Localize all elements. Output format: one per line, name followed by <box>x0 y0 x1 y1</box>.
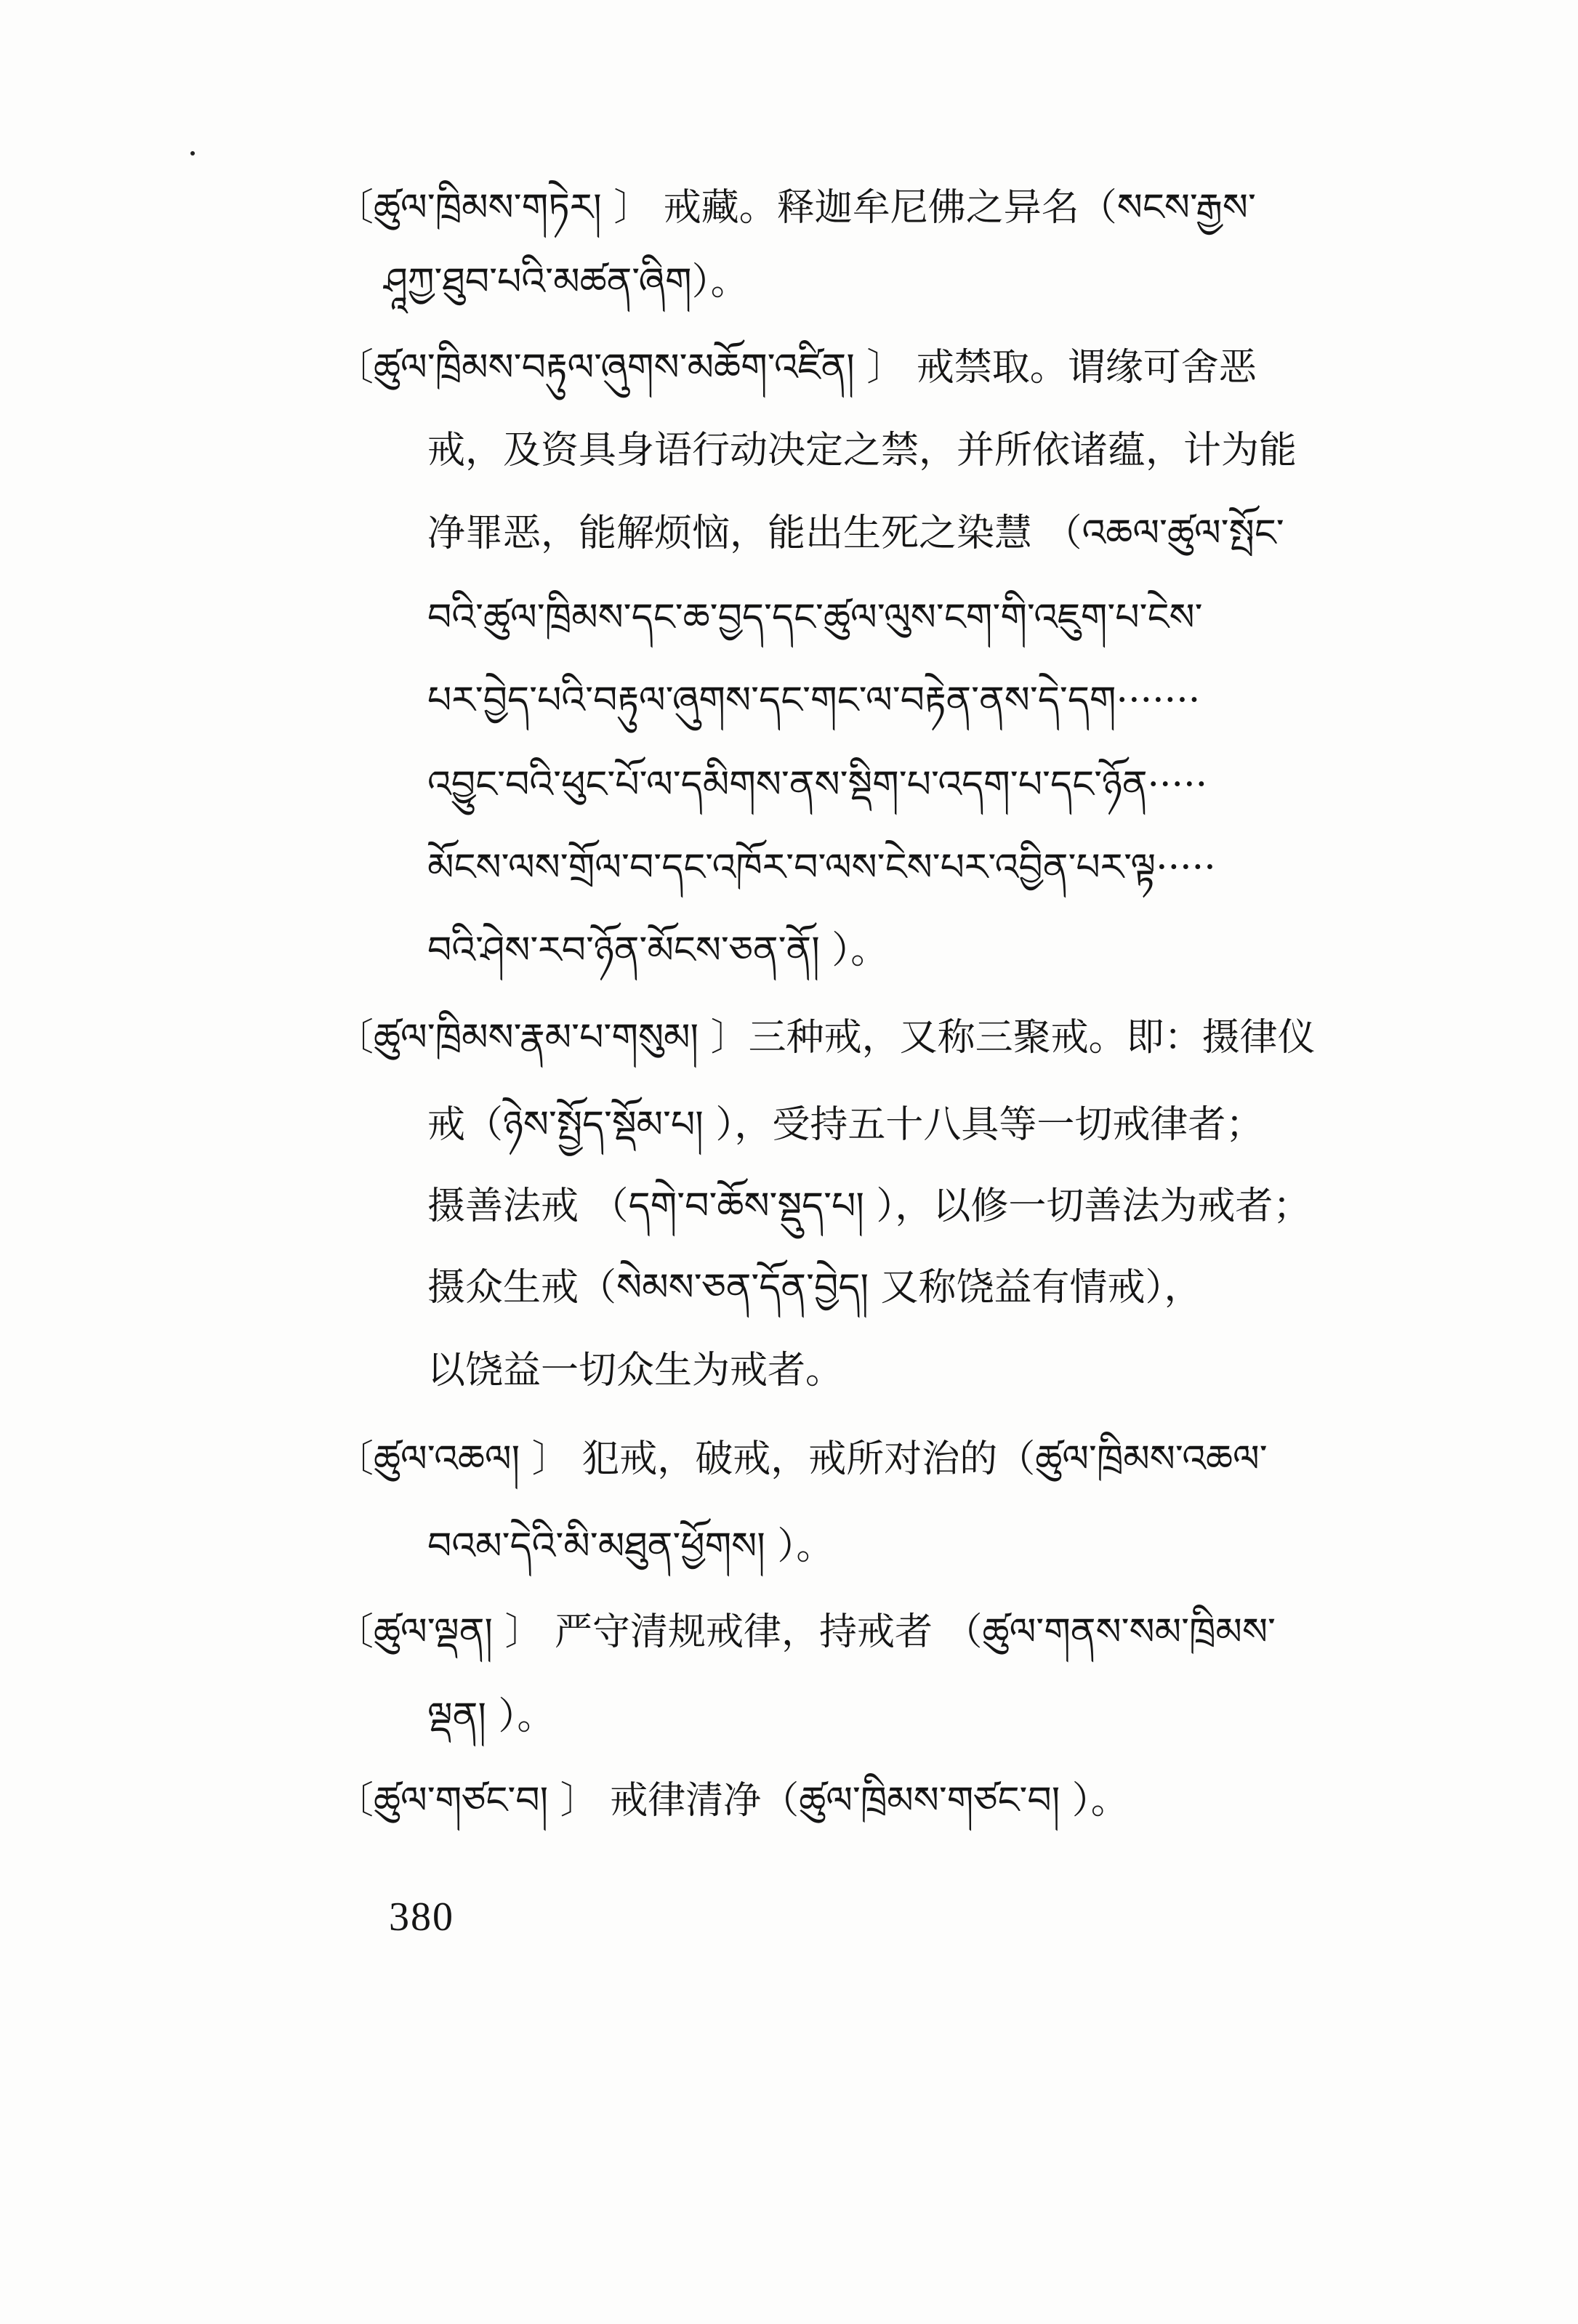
entry-4-line-1: 〔ཚུལ་འཆལ། 〕 犯戒，破戒，戒所对治的（ཚུལ་ཁྲིམས་འཆལ་ <box>336 1437 1268 1481</box>
entry-4-line-2: བའམ་དེའི་མི་མཐུན་ཕྱོགས། ）。 <box>427 1525 834 1568</box>
entry-2-line-8: བའི་ཤེས་རབ་ཉོན་མོངས་ཅན་ནོ། ）。 <box>427 929 889 972</box>
entry-3-line-1: 〔ཚུལ་ཁྲིམས་རྣམ་པ་གསུམ། 〕三种戒，又称三聚戒。即：摄律仪 <box>336 1016 1316 1060</box>
entry-2-line-2: 戒，及资具身语行动决定之禁，并所依诸蕴，计为能 <box>427 429 1297 472</box>
entry-2-line-1: 〔ཚུལ་ཁྲིམས་བརྟུལ་ཞུགས་མཆོག་འཛིན། 〕 戒禁取。谓缘可舍恶 <box>336 346 1257 390</box>
entry-2-line-7: མོངས་ལས་གྲོལ་བ་དང་འཁོར་བ་ལས་ངེས་པར་འབྱིན་པར་ལྟ····· <box>427 846 1216 889</box>
entry-5-line-2: ལྡན། ）。 <box>427 1695 555 1738</box>
entry-3-line-4: 摄众生戒（སེམས་ཅན་དོན་བྱེད། 又称饶益有情戒）， <box>427 1266 1202 1310</box>
ink-speck <box>190 151 195 156</box>
entry-2-line-5: པར་བྱེད་པའི་བརྟུལ་ཞུགས་དང་གང་ལ་བརྟེན་ནས་དེ་དག······· <box>427 679 1201 722</box>
entry-2-line-3: 净罪恶，能解烦恼，能出生死之染慧 （འཆལ་ཚུལ་སྤོང་ <box>427 512 1284 555</box>
entry-1-line-2: ཤཱཀྱ་ཐུབ་པའི་མཚན་ཞིག）。 <box>384 260 749 304</box>
entry-5-line-1: 〔ཚུལ་ལྡན། 〕 严守清规戒律，持戒者 （ཚུལ་གནས་སམ་ཁྲིམས་ <box>336 1610 1276 1654</box>
entry-3-line-5: 以饶益一切众生为戒者。 <box>427 1349 844 1392</box>
entry-2-line-4: བའི་ཚུལ་ཁྲིམས་དང་ཆ་བྱད་དང་ཚུལ་ལུས་ངག་གི་འཇུག་པ་ངེས་ <box>427 596 1203 639</box>
entry-3-line-2: 戒（ཉེས་སྤྱོད་སྡོམ་པ། ），受持五十八具等一切戒律者； <box>427 1103 1264 1147</box>
entry-6-line-1: 〔ཚུལ་གཙང་བ། 〕 戒律清净（ཚུལ་ཁྲིམས་གཙང་བ། ）。 <box>336 1779 1129 1823</box>
entry-3-line-3: 摄善法戒 （དགེ་བ་ཆོས་སྡུད་པ། ），以修一切善法为戒者； <box>427 1185 1311 1228</box>
page-number: 380 <box>389 1895 454 1940</box>
entry-2-line-6: འབྱུང་བའི་ཕུང་པོ་ལ་དམིགས་ནས་སྡིག་པ་འདག་པ་དང་ཉོན····· <box>427 763 1208 807</box>
entry-1-line-1: 〔ཚུལ་ཁྲིམས་གཏེར། 〕 戒藏。释迦牟尼佛之异名（སངས་རྒྱས་ <box>336 186 1256 230</box>
